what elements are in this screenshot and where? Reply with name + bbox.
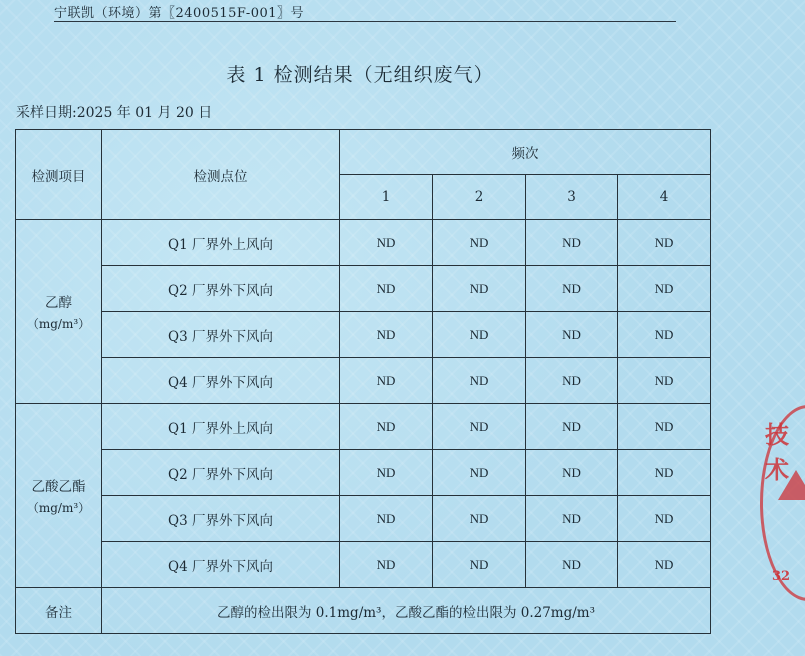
value-cell: ND xyxy=(526,266,618,312)
value-cell: ND xyxy=(433,496,526,542)
header-point: 检测点位 xyxy=(102,130,340,220)
seal-star-icon xyxy=(778,470,805,500)
table-row xyxy=(16,358,711,404)
table-row xyxy=(16,496,711,542)
table-row xyxy=(16,220,711,266)
value-cell: ND xyxy=(618,220,711,266)
value-cell: ND xyxy=(433,542,526,588)
table-row xyxy=(16,404,711,450)
point-cell: Q3 厂界外下风向 xyxy=(102,312,340,358)
value-cell: ND xyxy=(526,358,618,404)
header-item: 检测项目 xyxy=(16,130,102,220)
value-cell: ND xyxy=(340,450,433,496)
value-cell: ND xyxy=(618,404,711,450)
value-cell: ND xyxy=(340,404,433,450)
item-unit: （mg/m³） xyxy=(26,317,91,331)
note-text: 乙醇的检出限为 0.1mg/m³，乙酸乙酯的检出限为 0.27mg/m³ xyxy=(102,588,711,634)
frequency-2: 2 xyxy=(433,175,526,220)
value-cell: ND xyxy=(340,496,433,542)
value-cell: ND xyxy=(340,220,433,266)
seal-text: 技术 xyxy=(765,420,789,484)
value-cell: ND xyxy=(433,358,526,404)
value-cell: ND xyxy=(340,542,433,588)
item-cell xyxy=(16,220,102,404)
table-title: 表 1 检测结果（无组织废气） xyxy=(226,64,494,86)
item-name: 乙酸乙酯 xyxy=(31,479,86,495)
frequency-4: 4 xyxy=(618,175,711,220)
sample-date: 采样日期:2025 年 01 月 20 日 xyxy=(16,105,213,121)
value-cell: ND xyxy=(526,496,618,542)
value-cell: ND xyxy=(433,450,526,496)
value-cell: ND xyxy=(618,496,711,542)
note-label: 备注 xyxy=(16,588,102,634)
value-cell: ND xyxy=(433,404,526,450)
item-unit: （mg/m³） xyxy=(26,501,91,515)
item-cell xyxy=(16,404,102,588)
report-number: 宁联凯（环境）第〖2400515F-001〗号 xyxy=(54,6,305,21)
value-cell: ND xyxy=(618,358,711,404)
point-cell: Q3 厂界外下风向 xyxy=(102,496,340,542)
value-cell: ND xyxy=(618,266,711,312)
value-cell: ND xyxy=(433,266,526,312)
point-cell: Q2 厂界外下风向 xyxy=(102,450,340,496)
value-cell: ND xyxy=(526,450,618,496)
table-row xyxy=(16,450,711,496)
header-frequency: 频次 xyxy=(340,130,711,175)
results-table xyxy=(15,129,711,634)
point-cell: Q4 厂界外下风向 xyxy=(102,542,340,588)
point-cell: Q4 厂界外下风向 xyxy=(102,358,340,404)
frequency-3: 3 xyxy=(526,175,618,220)
seal-digits: 32 xyxy=(772,569,791,584)
point-cell: Q1 厂界外上风向 xyxy=(102,404,340,450)
table-row xyxy=(16,312,711,358)
value-cell: ND xyxy=(618,312,711,358)
value-cell: ND xyxy=(618,450,711,496)
value-cell: ND xyxy=(433,220,526,266)
point-cell: Q1 厂界外上风向 xyxy=(102,220,340,266)
value-cell: ND xyxy=(526,220,618,266)
value-cell: ND xyxy=(618,542,711,588)
value-cell: ND xyxy=(526,312,618,358)
value-cell: ND xyxy=(526,404,618,450)
value-cell: ND xyxy=(340,358,433,404)
value-cell: ND xyxy=(340,312,433,358)
header-rule xyxy=(54,21,676,22)
table-row xyxy=(16,542,711,588)
value-cell: ND xyxy=(433,312,526,358)
value-cell: ND xyxy=(526,542,618,588)
point-cell: Q2 厂界外下风向 xyxy=(102,266,340,312)
item-name: 乙醇 xyxy=(45,295,72,311)
frequency-1: 1 xyxy=(340,175,433,220)
value-cell: ND xyxy=(340,266,433,312)
table-row xyxy=(16,266,711,312)
